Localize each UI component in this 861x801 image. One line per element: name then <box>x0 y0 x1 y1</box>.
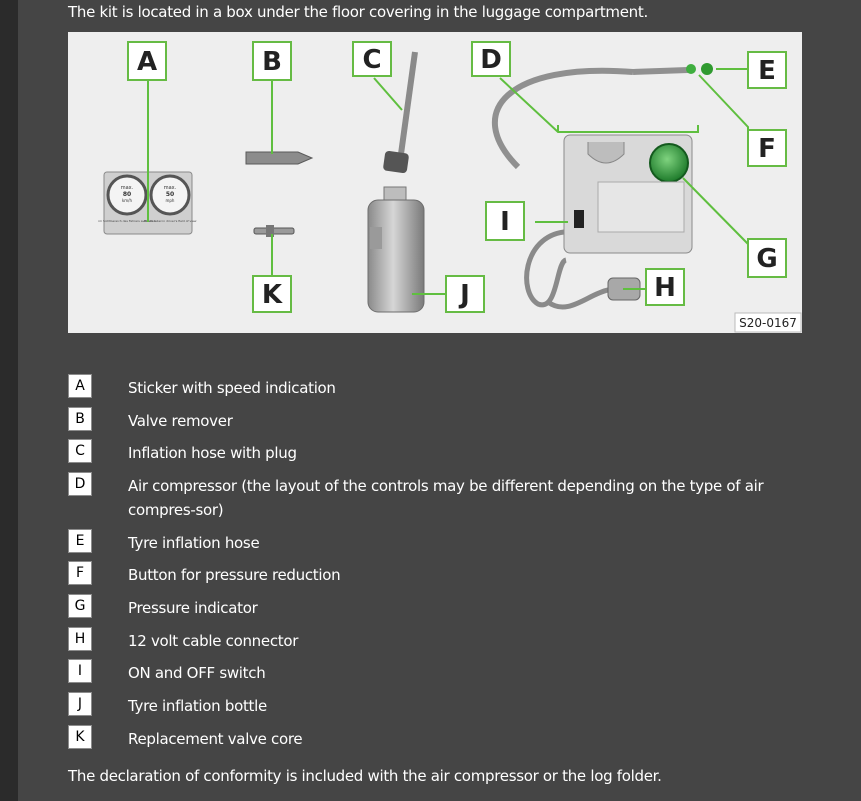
label-d: D <box>480 45 502 75</box>
legend-text: ON and OFF switch <box>128 664 266 682</box>
valve-remover <box>246 152 312 164</box>
footer-text: The declaration of conformity is included with the air compressor or the log folder. <box>68 767 662 785</box>
sticker-left-unit: km/h <box>121 198 133 203</box>
legend-key: C <box>68 439 92 463</box>
legend-text: Tyre inflation bottle <box>128 697 267 715</box>
legend-text: Tyre inflation hose <box>128 534 260 552</box>
legend-key: G <box>68 594 92 618</box>
label-j: J <box>460 280 470 310</box>
legend-text: Pressure indicator <box>128 599 258 617</box>
legend-key: B <box>68 407 92 431</box>
legend-key: J <box>68 692 92 716</box>
label-k: K <box>261 280 283 310</box>
legend-text: Valve remover <box>128 412 233 430</box>
legend-text: Inflation hose with plug <box>128 444 297 462</box>
label-c: C <box>362 45 382 75</box>
figure-illustration <box>68 32 802 333</box>
legend-text: 12 volt cable connector <box>128 632 299 650</box>
legend-text: Replacement valve core <box>128 730 303 748</box>
label-i: I <box>500 207 510 237</box>
label-b: B <box>262 47 282 77</box>
figure-code: S20-0167 <box>739 316 797 330</box>
legend-key: A <box>68 374 92 398</box>
sticker-right-caption: Attach label in driver's field of view <box>143 219 197 223</box>
sticker-right-line1: max. <box>163 185 177 191</box>
label-h: H <box>654 273 676 303</box>
legend-key: D <box>68 472 92 496</box>
figure-tyre-repair-kit <box>68 32 802 333</box>
legend-key: F <box>68 561 92 585</box>
label-g: G <box>756 244 778 274</box>
legend-text: Button for pressure reduction <box>128 566 341 584</box>
replacement-valve-core <box>254 225 294 237</box>
sticker-left-caption: im Sichtbereich des Fahrers aufkleben <box>98 219 156 223</box>
legend-text: Air compressor (the layout of the controls may be different depending on the type of air compres-sor) <box>128 477 764 519</box>
legend-text: Sticker with speed indication <box>128 379 336 397</box>
sticker-right-speed: 50 <box>165 191 175 198</box>
figure-code-box <box>735 313 801 332</box>
sticker-left-line1: max. <box>120 185 134 191</box>
tyre-inflation-hose <box>633 63 713 75</box>
label-f: F <box>758 134 776 164</box>
legend-key: I <box>68 659 92 683</box>
legend-key: K <box>68 725 92 749</box>
sticker-right-unit: mph <box>165 198 175 203</box>
legend-key: E <box>68 529 92 553</box>
label-e: E <box>758 56 776 86</box>
legend-key: H <box>68 627 92 651</box>
sticker-left-speed: 80 <box>122 191 132 198</box>
intro-text: The kit is located in a box under the floor covering in the luggage compartment. <box>68 3 648 21</box>
manual-page <box>18 0 861 801</box>
label-a: A <box>136 47 158 77</box>
